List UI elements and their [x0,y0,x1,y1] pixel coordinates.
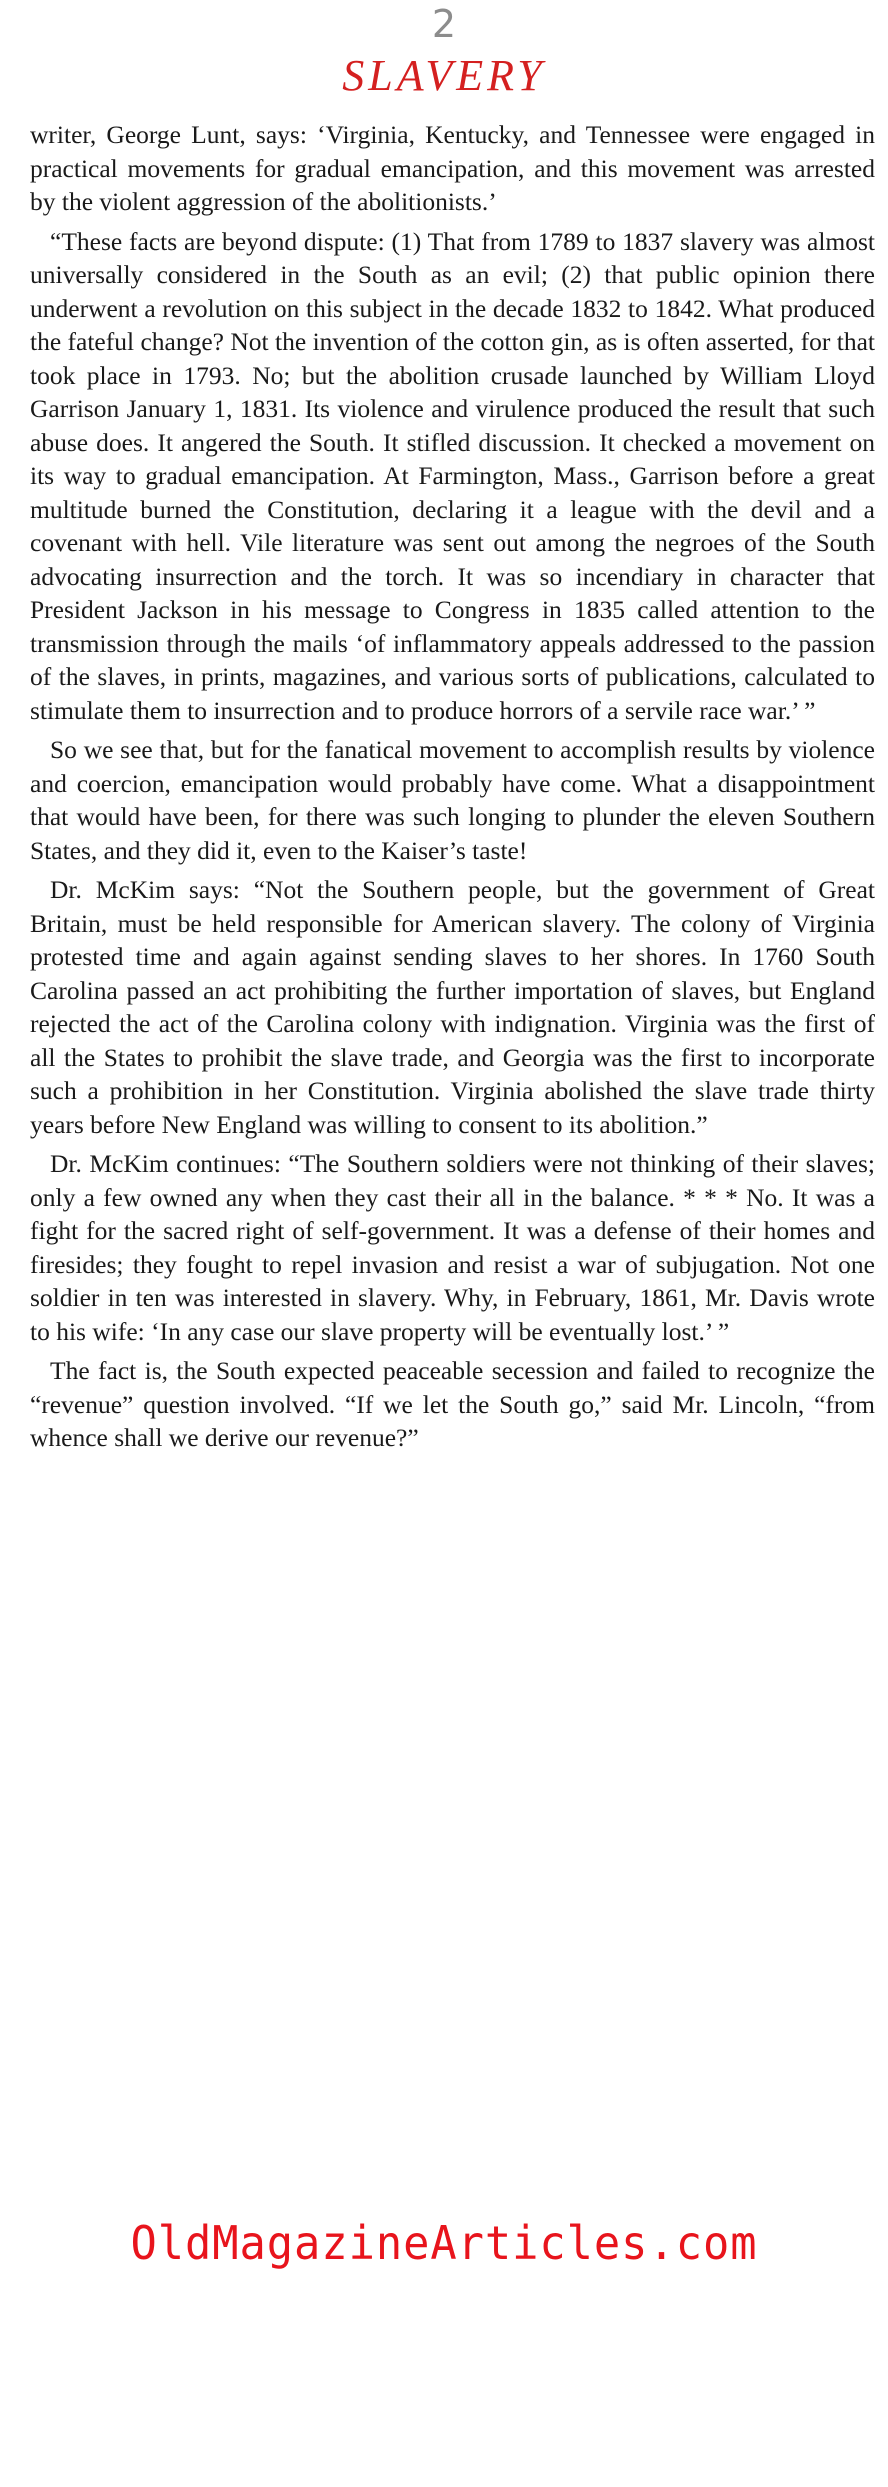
page-number: 2 [431,2,457,46]
article-headline: SLAVERY [342,51,546,100]
paragraph: So we see that, but for the fanatical movement to accomplish results by violence and coercion, emancipation would probably have come. What a disappointment that would have been, for there was such longing to plunder the eleven Southern States, and they did it, even to the Kaiser’s taste! [30,735,875,865]
paragraph: “These facts are beyond dispute: (1) That from 1789 to 1837 slavery was almost universally considered in the South as an evil; (2) that public opinion there underwent a revolution on this subject in the decade 1832 to 1842. What produced the fateful change? Not the invention of the cotton gin, as is often asserted, for that took place in 1793. No; but the abolition crusade launched by William Lloyd Garrison January 1, 1831. Its violence and virulence produced the result that such abuse does. It angered the South. It stifled discussion. It checked a movement on its way to gradual emancipation. At Farmington, Mass., Garrison before a great multitude burned the Constitution, declaring it a league with the devil and a covenant with hell. Vile literature was sent out among the negroes of the South advocating insurrection and the torch. It was so incendiary in character that President Jackson in his message to Congress in 1835 called attention to the transmission through the mails ‘of inflammatory appeals addressed to the passion of the slaves, in prints, magazines, and various sorts of publications, calculated to stimulate them to insurrection and to produce horrors of a servile race war.’ ” [30,226,875,725]
paragraph: writer, George Lunt, says: ‘Virginia, Kentucky, and Tennessee were engaged in practical movements for gradual emancipation, and this movement was arrested by the violent aggression of the abolitionists.’ [30,120,875,216]
article-body [30,118,875,1461]
paragraph: Dr. McKim says: “Not the Southern people, but the government of Great Britain, must be held responsible for American slavery. The colony of Virginia protested time and again against sending slaves to her shores. In 1760 South Carolina passed an act prohibiting the further importation of slaves, but England rejected the act of the Carolina colony with indignation. Virginia was the first of all the States to prohibit the slave trade, and Georgia was the first to incorporate such a prohibition in her Constitution. Virginia abolished the slave trade thirty years before New England was willing to consent to its abolition.” [30,875,875,1139]
paragraph: Dr. McKim continues: “The Southern soldiers were not thinking of their slaves; only a few owned any when they cast their all in the balance. * * * No. It was a fight for the sacred right of self-government. It was a defense of their homes and firesides; they fought to repel invasion and resist a war of subjugation. Not one soldier in ten was interested in slavery. Why, in February, 1861, Mr. Davis wrote to his wife: ‘In any case our slave property will be eventually lost.’ ” [30,1149,875,1346]
paragraph: The fact is, the South expected peaceable secession and failed to recognize the “revenue” question involved. “If we let the South go,” said Mr. Lincoln, “from whence shall we derive our revenue?” [30,1356,875,1452]
site-watermark: OldMagazineArticles.com [130,2216,758,2270]
